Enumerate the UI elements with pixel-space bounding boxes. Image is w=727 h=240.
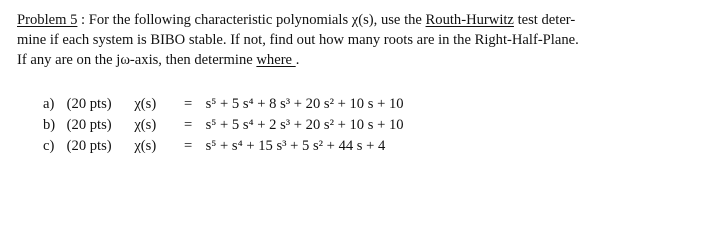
polynomial: s⁵ + s⁴ + 15 s³ + 5 s² + 44 s + 4 bbox=[205, 138, 386, 154]
part-c bbox=[43, 136, 404, 157]
statement-text-1b: test deter- bbox=[513, 12, 576, 28]
statement-text-3: If any are on the jω-axis, then determine bbox=[17, 52, 257, 68]
problem-statement bbox=[17, 10, 717, 70]
part-a bbox=[43, 94, 404, 115]
chi-symbol: χ(s) bbox=[134, 96, 157, 112]
polynomial: s⁵ + 5 s⁴ + 8 s³ + 20 s² + 10 s + 10 bbox=[205, 96, 404, 112]
where-term: where bbox=[256, 52, 296, 68]
problem-label: Problem 5 bbox=[17, 12, 78, 28]
polynomial: s⁵ + 5 s⁴ + 2 s³ + 20 s² + 10 s + 10 bbox=[205, 117, 404, 133]
part-points: (20 pts) bbox=[66, 138, 112, 154]
part-points: (20 pts) bbox=[66, 117, 112, 133]
polynomial-list bbox=[43, 94, 404, 157]
equals-sign: = bbox=[183, 96, 193, 112]
equals-sign: = bbox=[183, 117, 193, 133]
routh-hurwitz-term: Routh-Hurwitz bbox=[425, 12, 514, 28]
statement-end: . bbox=[295, 52, 300, 68]
part-label: b) bbox=[43, 117, 56, 133]
part-label: c) bbox=[43, 138, 55, 154]
statement-text-1a: : For the following characteristic polynomials χ(s), use the bbox=[77, 12, 426, 28]
part-b bbox=[43, 115, 404, 136]
statement-line-2: mine if each system is BIBO stable. If not, find out how many roots are in the Right-Half-Plane. bbox=[17, 32, 579, 48]
part-points: (20 pts) bbox=[66, 96, 112, 112]
part-label: a) bbox=[43, 96, 55, 112]
chi-symbol: χ(s) bbox=[134, 117, 157, 133]
statement-line-3 bbox=[17, 50, 717, 70]
statement-line-1 bbox=[17, 10, 717, 30]
chi-symbol: χ(s) bbox=[134, 138, 157, 154]
equals-sign: = bbox=[183, 138, 193, 154]
